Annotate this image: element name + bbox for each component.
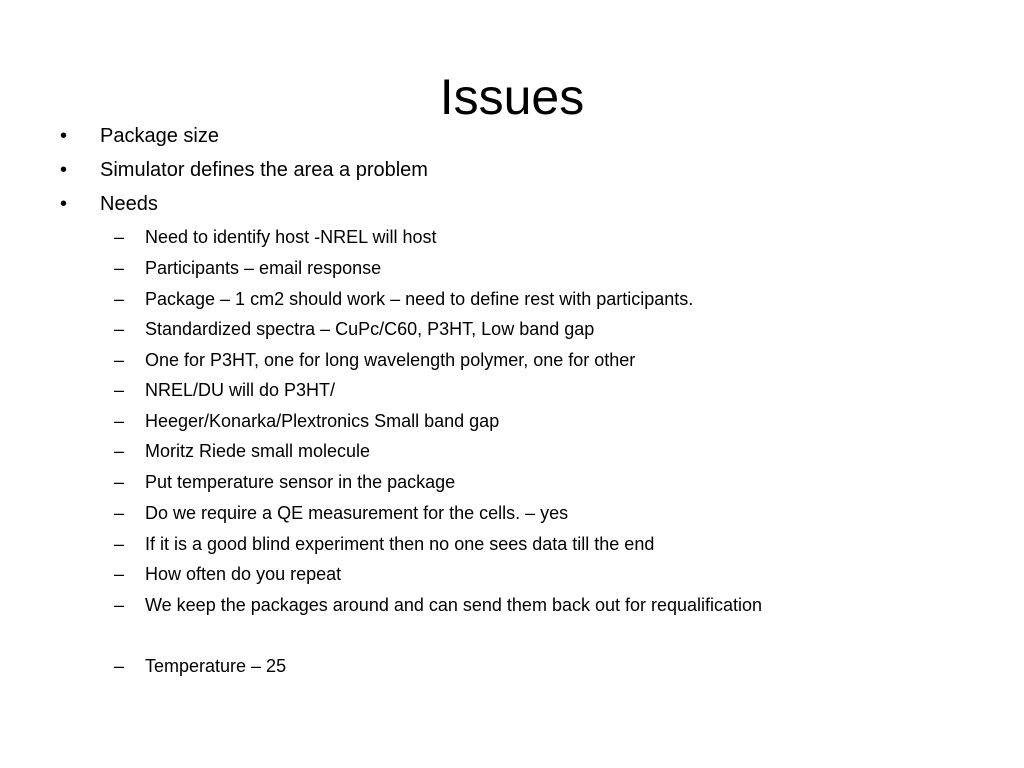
sub-text: How often do you repeat	[145, 564, 342, 584]
bullet-marker: •	[60, 159, 68, 181]
sub-text: Package – 1 cm2 should work – need to define rest with participants.	[145, 289, 694, 309]
bullet-marker: •	[60, 193, 68, 215]
sub-marker: –	[114, 289, 125, 309]
sub-text: Heeger/Konarka/Plextronics Small band gap	[145, 411, 500, 431]
bullet-text: Needs	[100, 193, 158, 215]
sub-text: Standardized spectra – CuPc/C60, P3HT, Low band gap	[145, 319, 595, 339]
sub-marker: –	[114, 472, 125, 492]
slide-title: Issues	[439, 69, 585, 125]
sub-text: Participants – email response	[145, 258, 382, 278]
sub-marker: –	[114, 380, 125, 400]
bullet-marker: •	[60, 125, 68, 147]
bullet-text: Package size	[100, 125, 219, 147]
bullet-text: Simulator defines the area a problem	[100, 159, 428, 181]
sub-text: One for P3HT, one for long wavelength polymer, one for other	[145, 350, 636, 370]
sub-text: If it is a good blind experiment then no one sees data till the end	[145, 534, 655, 554]
sub-text: Do we require a QE measurement for the cells. – yes	[145, 503, 569, 523]
sub-marker: –	[114, 595, 125, 615]
sub-text: We keep the packages around and can send them back out for requalification	[145, 595, 763, 615]
sub-text: Need to identify host -NREL will host	[145, 227, 437, 247]
sub-marker: –	[114, 411, 125, 431]
sub-marker: –	[114, 534, 125, 554]
sub-marker: –	[114, 656, 125, 676]
sub-marker: –	[114, 258, 125, 278]
sub-marker: –	[114, 350, 125, 370]
sub-marker: –	[114, 227, 125, 247]
sub-marker: –	[114, 564, 125, 584]
sub-marker: –	[114, 441, 125, 461]
sub-text: Put temperature sensor in the package	[145, 472, 456, 492]
sub-marker: –	[114, 503, 125, 523]
sub-marker: –	[114, 319, 125, 339]
sub-text: NREL/DU will do P3HT/	[145, 380, 336, 400]
sub-text: Moritz Riede small molecule	[145, 441, 371, 461]
sub-text: Temperature – 25	[145, 656, 287, 676]
